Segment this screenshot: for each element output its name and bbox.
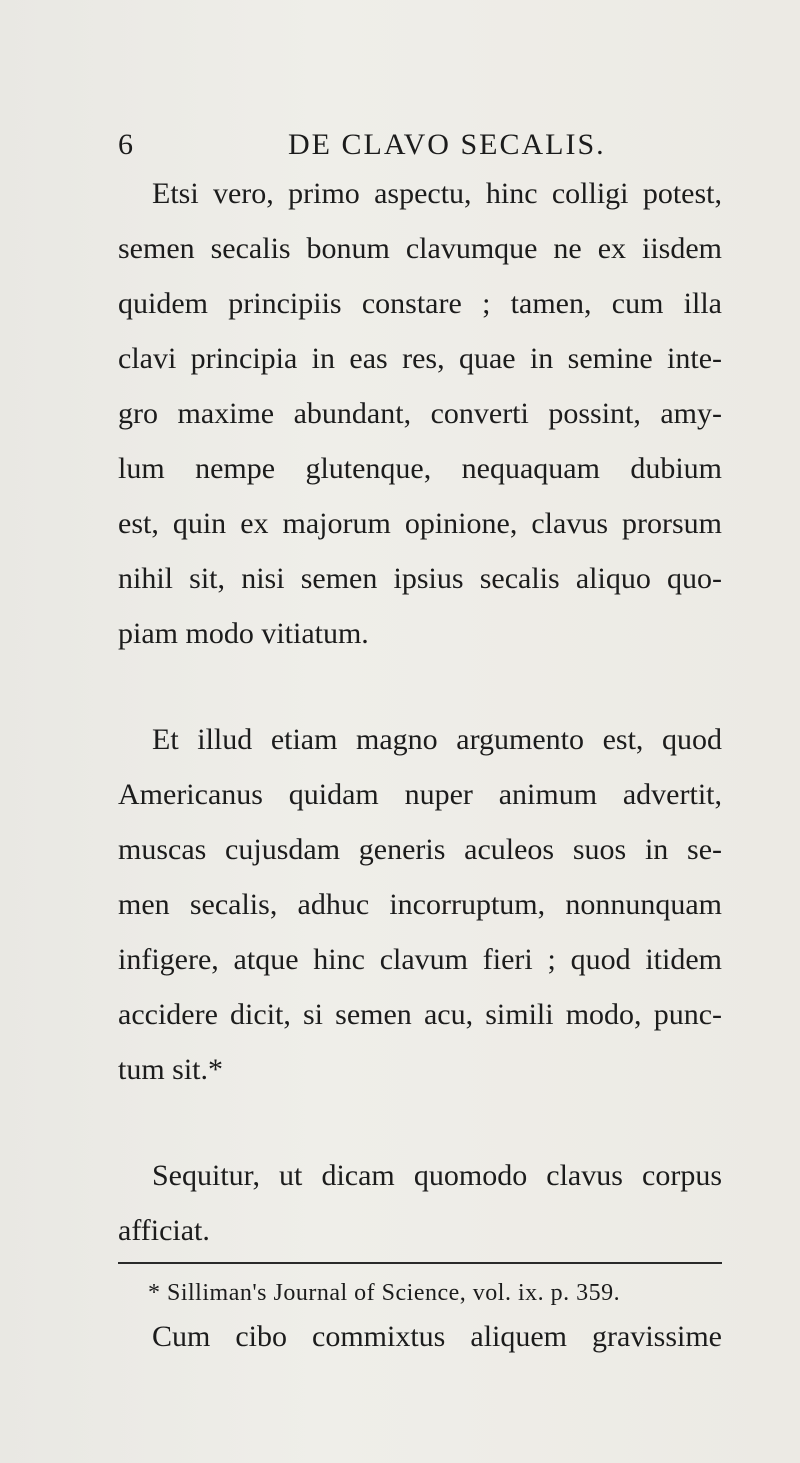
text-line: est, quin ex majorum opinione, clavus prorsum xyxy=(118,507,722,540)
text-line: lum nempe glutenque, nequaquam dubium xyxy=(118,452,722,485)
footnote-rule xyxy=(118,1262,722,1264)
page-number: 6 xyxy=(118,128,134,161)
text-line: Americanus quidam nuper animum advertit, xyxy=(118,778,722,811)
paragraph-4 xyxy=(118,1309,722,1364)
body-text xyxy=(118,166,722,1364)
page-header xyxy=(118,128,738,168)
text-line: men secalis, adhuc incorruptum, nonnunquam xyxy=(118,888,722,921)
paragraph-gap xyxy=(118,661,722,712)
paragraph-3 xyxy=(118,1148,722,1258)
text-line: gro maxime abundant, converti possint, amy- xyxy=(118,397,722,430)
text-line: Et illud etiam magno argumento est, quod xyxy=(152,723,722,756)
text-line: nihil sit, nisi semen ipsius secalis aliquo quo- xyxy=(118,562,722,595)
text-line: clavi principia in eas res, quae in semine inte- xyxy=(118,342,722,375)
text-line: muscas cujusdam generis aculeos suos in se- xyxy=(118,833,722,866)
text-line: Sequitur, ut dicam quomodo clavus corpus xyxy=(152,1159,722,1192)
text-line: afficiat. xyxy=(118,1214,210,1247)
text-line: accidere dicit, si semen acu, simili modo, punc- xyxy=(118,998,722,1031)
text-line: tum sit.* xyxy=(118,1053,224,1086)
paragraph-1 xyxy=(118,166,722,661)
text-line: Cum cibo commixtus aliquem gravissime xyxy=(152,1320,722,1353)
text-line: Etsi vero, primo aspectu, hinc colligi potest, xyxy=(152,177,722,210)
footnote: * Silliman's Journal of Science, vol. ix. p. 359. xyxy=(148,1280,621,1306)
text-line: quidem principiis constare ; tamen, cum illa xyxy=(118,287,722,320)
text-line: semen secalis bonum clavumque ne ex iisdem xyxy=(118,232,722,265)
paragraph-2 xyxy=(118,712,722,1097)
text-line: infigere, atque hinc clavum fieri ; quod itidem xyxy=(118,943,722,976)
text-line: piam modo vitiatum. xyxy=(118,617,369,650)
running-head: DE CLAVO SECALIS. xyxy=(288,128,606,161)
paragraph-gap xyxy=(118,1097,722,1148)
